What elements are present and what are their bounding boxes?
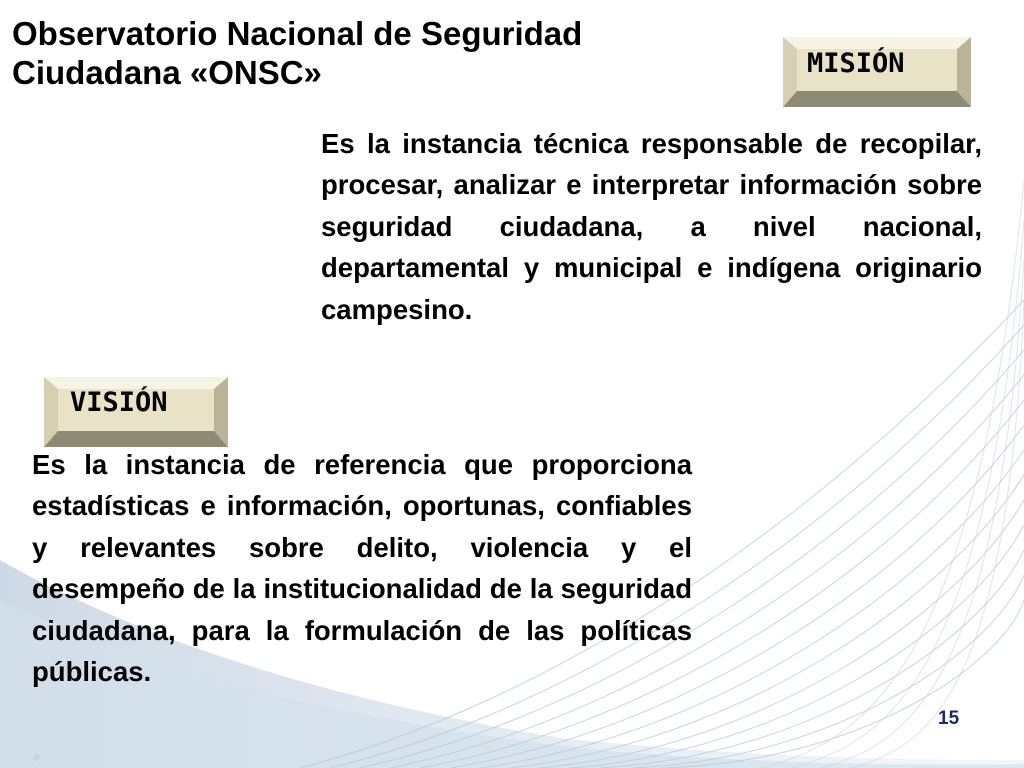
page-number: 15 — [938, 708, 960, 729]
vision-text: Es la instancia de referencia que proporciona estadísticas e información, oportunas, confiables y relevantes sobre delito, violencia y el desempeño de la institucionalidad de la seguridad ciudadana, para la formulación de las políticas públicas. — [32, 449, 692, 688]
mision-label: MISIÓN — [807, 48, 905, 79]
mision-text: Es la instancia técnica responsable de recopilar, procesar, analizar e interpretar información sobre seguridad ciudadana, a nivel nacional, departamental y municipal e indígena originario campesino. — [321, 128, 982, 325]
vision-label: VISIÓN — [70, 387, 168, 418]
vision-label-tag — [44, 377, 228, 447]
corner-dot-decoration — [33, 754, 40, 761]
slide-title — [12, 14, 582, 92]
slide-title-line-1: Observatorio Nacional de Seguridad — [12, 15, 583, 52]
mision-label-tag — [783, 37, 971, 107]
slide-title-line-2: Ciudadana «ONSC» — [12, 54, 322, 91]
